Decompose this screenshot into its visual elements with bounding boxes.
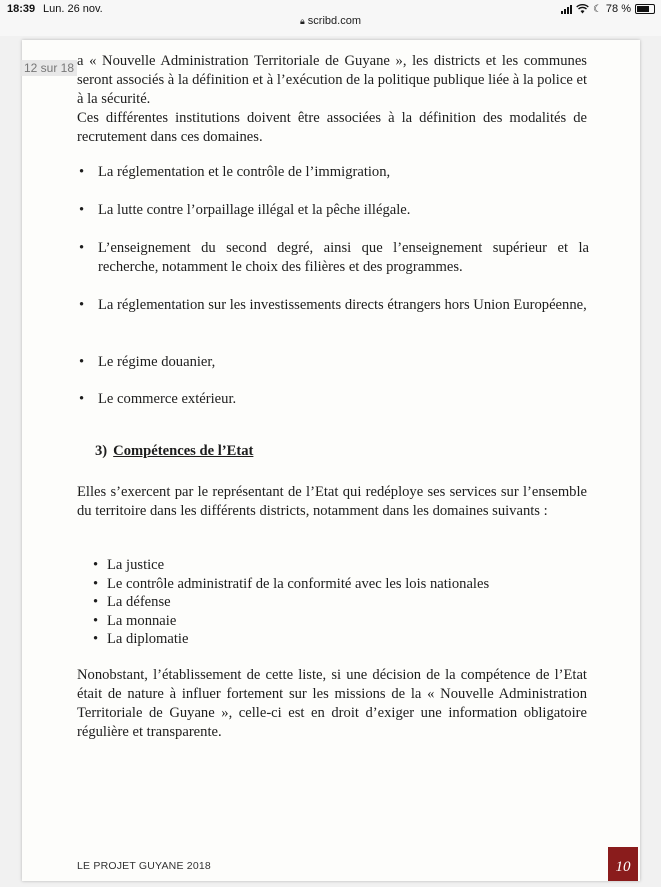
list-item: • La défense xyxy=(93,594,171,610)
status-icons xyxy=(561,3,655,15)
battery-icon xyxy=(635,4,655,14)
page-counter: 12 sur 18 xyxy=(21,60,77,76)
status-date: Lun. 26 nov. xyxy=(43,3,103,15)
intro-paragraph xyxy=(77,52,587,147)
list-item: • L’enseignement du second degré, ainsi que l’enseignement supérieur et la recherche, notamment le choix des filières et des programmes. xyxy=(79,240,589,275)
list-item: • Le commerce extérieur. xyxy=(79,391,237,407)
status-time: 18:39 xyxy=(7,3,36,15)
list-item: • La réglementation et le contrôle de l’immigration, xyxy=(79,164,391,180)
url-text: scribd.com xyxy=(307,15,361,27)
list-item: • La lutte contre l’orpaillage illégal et la pêche illégale. xyxy=(79,202,411,218)
list-item: • La monnaie xyxy=(93,612,177,629)
page-number-badge: 10 xyxy=(608,847,638,881)
section-number: 3) xyxy=(95,443,108,459)
list-item: • La réglementation sur les investissements directs étrangers hors Union Européenne, xyxy=(79,297,587,313)
closing-paragraph: Nonobstant, l’établissement de cette liste, si une décision de la compétence de l’Etat était de nature à influer fortement sur les missions de la « Nouvelle Administration Territoriale de Guyane », celle-ci est en droit d’exiger une information obligatoire régulière et transparente. xyxy=(77,667,587,740)
lock-icon: 🔒︎ xyxy=(300,16,305,26)
state-domains-list xyxy=(93,556,573,649)
state-paragraph: Elles s’exercent par le représentant de l’Etat qui redéploye ses services sur l’ensemble du territoire dans les différents districts, notamment dans les domaines suivants : xyxy=(77,484,587,519)
list-item: • La justice xyxy=(93,557,165,573)
intro-text: a « Nouvelle Administration Territoriale de Guyane », les districts et les communes seront associés à la définition et à l’exécution de la politique publique liée à la police et à la sécurité. xyxy=(77,53,587,107)
wifi-icon xyxy=(576,4,589,14)
footer-title: LE PROJET GUYANE 2018 xyxy=(77,860,211,872)
list-item: • La diplomatie xyxy=(93,631,189,647)
intro-text-2: Ces différentes institutions doivent être associées à la définition des modalités de recrutement dans ces domaines. xyxy=(77,110,587,145)
list-item: • Le contrôle administratif de la conformité avec les lois nationales xyxy=(93,575,490,592)
status-bar xyxy=(0,0,661,36)
section-title: Compétences de l’Etat xyxy=(113,443,254,459)
address-bar[interactable] xyxy=(0,15,661,27)
charging-icon: ☾ xyxy=(592,3,602,15)
cellular-signal-icon xyxy=(561,5,572,14)
list-item: • Le régime douanier, xyxy=(79,354,216,370)
section-heading xyxy=(95,443,253,460)
battery-percent: 78 % xyxy=(605,3,631,15)
